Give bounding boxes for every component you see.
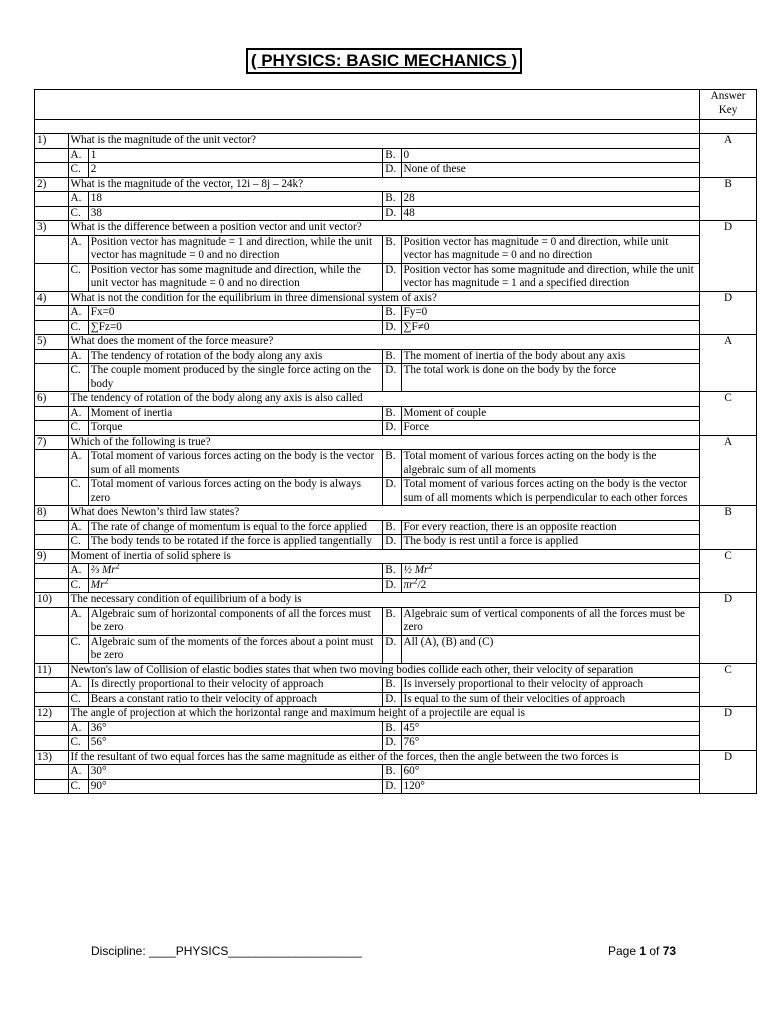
option-b-text (401, 192, 700, 207)
page-number: Page 1 of 73 (608, 944, 677, 958)
option-a-text (88, 765, 382, 780)
option-c-value: 56° (90, 736, 107, 748)
option-b-value: 0 (403, 148, 410, 161)
option-c-text (88, 421, 382, 436)
option-c-text (88, 163, 382, 178)
question-number: 9) (35, 549, 69, 564)
question-row (35, 750, 757, 765)
option-letter-b: B. (383, 607, 401, 635)
header-blank (35, 90, 700, 120)
option-a-value: Total moment of various forces acting on the body is the vector sum of all moments (90, 450, 375, 476)
option-c-value: 2 (90, 163, 97, 175)
option-a-text (88, 192, 382, 207)
option-letter-b: B. (383, 721, 401, 736)
option-b-value: 28 (403, 192, 415, 204)
option-c-text (88, 478, 382, 506)
question-text: What does Newton’s third law states? (68, 506, 700, 521)
option-letter-d: D. (383, 421, 401, 436)
option-row (35, 535, 757, 550)
option-c-text (88, 779, 382, 794)
option-letter-a: A. (68, 148, 88, 163)
option-a-value: 18 (90, 192, 102, 204)
question-number: 12) (35, 707, 69, 722)
option-row (35, 607, 757, 635)
option-b-text (401, 235, 700, 263)
option-a-text (88, 406, 382, 421)
spacer-row (35, 120, 757, 134)
option-b-text (401, 450, 700, 478)
option-letter-d: D. (383, 635, 401, 663)
question-row (35, 549, 757, 564)
option-a-value: Algebraic sum of horizontal components of all the forces must be zero (90, 607, 371, 633)
option-letter-c: C. (68, 263, 88, 291)
option-letter-a: A. (68, 721, 88, 736)
question-text: The necessary condition of equilibrium of a body is (68, 593, 700, 608)
option-row (35, 635, 757, 663)
option-a-value: The rate of change of momentum is equal to the force applied (90, 520, 367, 533)
option-d-text (401, 478, 700, 506)
question-row (35, 392, 757, 407)
question-text: If the resultant of two equal forces has the same magnitude as either of the forces, then the angle between the two forces is (68, 750, 700, 765)
answer-key: D (700, 221, 757, 292)
option-b-value: Position vector has magnitude = 0 and direction, while unit vector has magnitude = 0 and no direction (403, 235, 669, 261)
option-c-text (88, 263, 382, 291)
option-letter-b: B. (383, 564, 401, 579)
question-number: 2) (35, 177, 69, 192)
question-row (35, 335, 757, 350)
question-text: What is not the condition for the equilibrium in three dimensional system of axis? (68, 291, 700, 306)
option-letter-a: A. (68, 678, 88, 693)
option-d-text (401, 263, 700, 291)
superscript: 2 (104, 575, 109, 585)
option-d-value: None of these (403, 163, 466, 175)
option-a-text (88, 306, 382, 321)
option-b-value: Algebraic sum of vertical components of all the forces must be zero (403, 607, 686, 633)
answer-key: B (700, 506, 757, 550)
option-letter-b: B. (383, 765, 401, 780)
option-letter-b: B. (383, 148, 401, 163)
option-letter-b: B. (383, 192, 401, 207)
option-c-value: The couple moment produced by the single force acting on the body (90, 364, 372, 390)
option-letter-d: D. (383, 206, 401, 221)
option-c-value: Mr (90, 578, 105, 591)
option-letter-a: A. (68, 406, 88, 421)
option-letter-d: D. (383, 163, 401, 178)
option-letter-a: A. (68, 349, 88, 364)
option-d-value: Total moment of various forces acting on the body is the vector sum of all moments which is perpendicular to each other forces (403, 478, 688, 504)
option-letter-a: A. (68, 765, 88, 780)
option-d-text (401, 421, 700, 436)
question-number: 11) (35, 663, 69, 678)
question-number: 5) (35, 335, 69, 350)
option-d-value: Force (403, 421, 430, 433)
option-row (35, 263, 757, 291)
option-letter-c: C. (68, 320, 88, 335)
option-b-text (401, 520, 700, 535)
option-c-text (88, 575, 382, 593)
option-d-value: Is equal to the sum of their velocities of approach (403, 692, 626, 705)
option-row (35, 148, 757, 163)
option-row (35, 736, 757, 751)
option-d-tail: /2 (417, 578, 427, 591)
option-d-value: ∑F≠0 (403, 320, 430, 333)
option-d-text (401, 163, 700, 178)
option-a-text (88, 349, 382, 364)
option-d-text (401, 364, 700, 392)
option-letter-d: D. (383, 478, 401, 506)
option-b-value: Total moment of various forces acting on the body is the algebraic sum of all moments (403, 450, 657, 476)
question-number: 4) (35, 291, 69, 306)
answer-key: B (700, 177, 757, 221)
option-letter-a: A. (68, 306, 88, 321)
option-letter-d: D. (383, 578, 401, 593)
superscript: 2 (428, 561, 433, 571)
question-text: What does the moment of the force measure? (68, 335, 700, 350)
page-title: ( PHYSICS: BASIC MECHANICS ) (246, 48, 522, 74)
option-b-value: 60° (403, 765, 420, 777)
option-a-text (88, 520, 382, 535)
answer-key: D (700, 291, 757, 335)
option-d-value: The total work is done on the body by the force (403, 364, 617, 376)
superscript: 2 (413, 575, 418, 585)
question-row (35, 221, 757, 236)
option-a-text (88, 450, 382, 478)
option-c-text (88, 206, 382, 221)
option-letter-b: B. (383, 450, 401, 478)
question-number: 1) (35, 134, 69, 149)
question-number: 10) (35, 593, 69, 608)
option-d-value: 120° (403, 779, 425, 792)
option-b-text (401, 721, 700, 736)
option-c-value: The body tends to be rotated if the force is applied tangentially (90, 535, 372, 547)
option-c-text (88, 692, 382, 707)
option-row (35, 450, 757, 478)
option-c-text (88, 364, 382, 392)
question-row (35, 291, 757, 306)
option-b-value: Is inversely proportional to their velocity of approach (403, 678, 644, 690)
option-a-text (88, 235, 382, 263)
option-a-value: The tendency of rotation of the body along any axis (90, 349, 323, 362)
option-letter-c: C. (68, 535, 88, 550)
option-row (35, 349, 757, 364)
option-b-value: The moment of inertia of the body about any axis (403, 349, 626, 362)
option-letter-c: C. (68, 692, 88, 707)
option-letter-b: B. (383, 306, 401, 321)
question-text: The angle of projection at which the horizontal range and maximum height of a projectile are equal is (68, 707, 700, 722)
option-c-value: Bears a constant ratio to their velocity of approach (90, 692, 317, 705)
question-row (35, 177, 757, 192)
option-row (35, 406, 757, 421)
option-row (35, 206, 757, 221)
option-letter-c: C. (68, 736, 88, 751)
option-c-text (88, 635, 382, 663)
question-text: The tendency of rotation of the body along any axis is also called (68, 392, 700, 407)
question-text: Which of the following is true? (68, 435, 700, 450)
option-row (35, 578, 757, 593)
option-a-value: 30° (90, 765, 107, 777)
option-letter-a: A. (68, 192, 88, 207)
option-a-text (88, 607, 382, 635)
question-row (35, 593, 757, 608)
option-c-value: Position vector has some magnitude and direction, while the unit vector has magnitude = 0 and no direction (90, 263, 361, 289)
option-letter-a: A. (68, 607, 88, 635)
option-d-text (401, 206, 700, 221)
option-letter-a: A. (68, 235, 88, 263)
answer-key: D (700, 750, 757, 794)
page-title-wrap (0, 48, 768, 74)
option-row (35, 364, 757, 392)
option-letter-c: C. (68, 163, 88, 178)
option-b-text (401, 306, 700, 321)
option-letter-c: C. (68, 779, 88, 794)
question-row (35, 435, 757, 450)
option-letter-c: C. (68, 206, 88, 221)
option-letter-d: D. (383, 320, 401, 335)
option-letter-d: D. (383, 263, 401, 291)
option-c-value: 38 (90, 206, 102, 219)
option-letter-a: A. (68, 520, 88, 535)
option-d-text (401, 320, 700, 335)
question-table (34, 89, 757, 794)
question-text: What is the difference between a position vector and unit vector? (68, 221, 700, 236)
option-a-value: ⅔ Mr (90, 564, 116, 576)
answer-key: C (700, 392, 757, 436)
question-number: 7) (35, 435, 69, 450)
option-letter-a: A. (68, 564, 88, 579)
answer-key: C (700, 549, 757, 593)
option-letter-d: D. (383, 692, 401, 707)
option-d-value: Position vector has some magnitude and direction, while the unit vector has magnitude = 1 and a specified direction (403, 263, 694, 289)
option-b-text (401, 765, 700, 780)
option-c-value: Algebraic sum of the moments of the forces about a point must be zero (90, 635, 374, 661)
option-d-text (401, 635, 700, 663)
option-row (35, 320, 757, 335)
option-row (35, 692, 757, 707)
option-a-value: Fx=0 (90, 306, 115, 318)
option-a-text (88, 721, 382, 736)
option-b-value: For every reaction, there is an opposite reaction (403, 520, 617, 533)
question-number: 3) (35, 221, 69, 236)
option-a-value: Position vector has magnitude = 1 and direction, while the unit vector has magnitude = 0 and no direction (90, 235, 373, 261)
option-c-value: Total moment of various forces acting on the body is always zero (90, 478, 361, 504)
option-c-value: Torque (90, 421, 123, 433)
question-number: 8) (35, 506, 69, 521)
option-c-value: 90° (90, 779, 107, 792)
question-row (35, 506, 757, 521)
answer-key: A (700, 435, 757, 506)
option-b-text (401, 349, 700, 364)
option-row (35, 192, 757, 207)
question-number: 13) (35, 750, 69, 765)
answer-key: D (700, 593, 757, 664)
answer-key-header: Answer Key (700, 90, 757, 120)
option-c-value: ∑Fz=0 (90, 320, 122, 333)
option-row (35, 306, 757, 321)
option-letter-b: B. (383, 678, 401, 693)
option-c-text (88, 736, 382, 751)
option-letter-a: A. (68, 450, 88, 478)
option-letter-c: C. (68, 635, 88, 663)
option-d-text (401, 736, 700, 751)
option-b-value: Fy=0 (403, 306, 428, 318)
option-a-value: 36° (90, 721, 107, 734)
question-row (35, 707, 757, 722)
option-a-value: Is directly proportional to their velocity of approach (90, 678, 324, 690)
option-letter-c: C. (68, 421, 88, 436)
header-row (35, 90, 757, 120)
answer-key: C (700, 663, 757, 707)
option-d-text (401, 535, 700, 550)
option-d-value: The body is rest until a force is applied (403, 535, 579, 547)
option-row (35, 235, 757, 263)
option-row (35, 163, 757, 178)
option-row (35, 765, 757, 780)
question-row (35, 663, 757, 678)
question-text: Newton's law of Collision of elastic bodies states that when two moving bodies collide each other, their velocity of separation (68, 663, 700, 678)
option-d-value: πr (403, 578, 414, 591)
option-row (35, 478, 757, 506)
option-row (35, 564, 757, 579)
option-a-text (88, 678, 382, 693)
option-d-value: 48 (403, 206, 415, 219)
option-letter-b: B. (383, 406, 401, 421)
question-number: 6) (35, 392, 69, 407)
option-b-value: 45° (403, 721, 420, 734)
option-b-text (401, 406, 700, 421)
option-d-value: All (A), (B) and (C) (403, 635, 494, 648)
question-text: Moment of inertia of solid sphere is (68, 549, 700, 564)
option-b-text (401, 561, 700, 579)
option-a-value: Moment of inertia (90, 406, 173, 419)
answer-key: A (700, 335, 757, 392)
option-row (35, 421, 757, 436)
option-row (35, 721, 757, 736)
option-letter-c: C. (68, 364, 88, 392)
option-letter-d: D. (383, 364, 401, 392)
option-letter-b: B. (383, 235, 401, 263)
question-row (35, 134, 757, 149)
question-text: What is the magnitude of the unit vector? (68, 134, 700, 149)
option-letter-d: D. (383, 736, 401, 751)
discipline-label: Discipline: ____PHYSICS____________________ (91, 944, 362, 958)
option-letter-d: D. (383, 779, 401, 794)
option-d-text (401, 779, 700, 794)
option-row (35, 520, 757, 535)
option-b-value: Moment of couple (403, 406, 487, 419)
option-c-text (88, 320, 382, 335)
answer-key: A (700, 134, 757, 178)
option-letter-d: D. (383, 535, 401, 550)
option-b-text (401, 678, 700, 693)
answer-key: D (700, 707, 757, 751)
option-letter-b: B. (383, 520, 401, 535)
question-text: What is the magnitude of the vector, 12i – 8j – 24k? (68, 177, 700, 192)
option-row (35, 678, 757, 693)
option-d-text (401, 692, 700, 707)
option-b-text (401, 148, 700, 163)
option-a-text (88, 148, 382, 163)
option-a-value: 1 (90, 148, 97, 161)
option-c-text (88, 535, 382, 550)
option-a-text (88, 561, 382, 579)
option-row (35, 779, 757, 794)
option-b-text (401, 607, 700, 635)
option-d-value: 76° (403, 736, 420, 748)
superscript: 2 (115, 561, 120, 571)
option-letter-b: B. (383, 349, 401, 364)
option-letter-c: C. (68, 578, 88, 593)
option-letter-c: C. (68, 478, 88, 506)
option-d-text (401, 575, 700, 593)
option-b-value: ½ Mr (403, 564, 429, 576)
